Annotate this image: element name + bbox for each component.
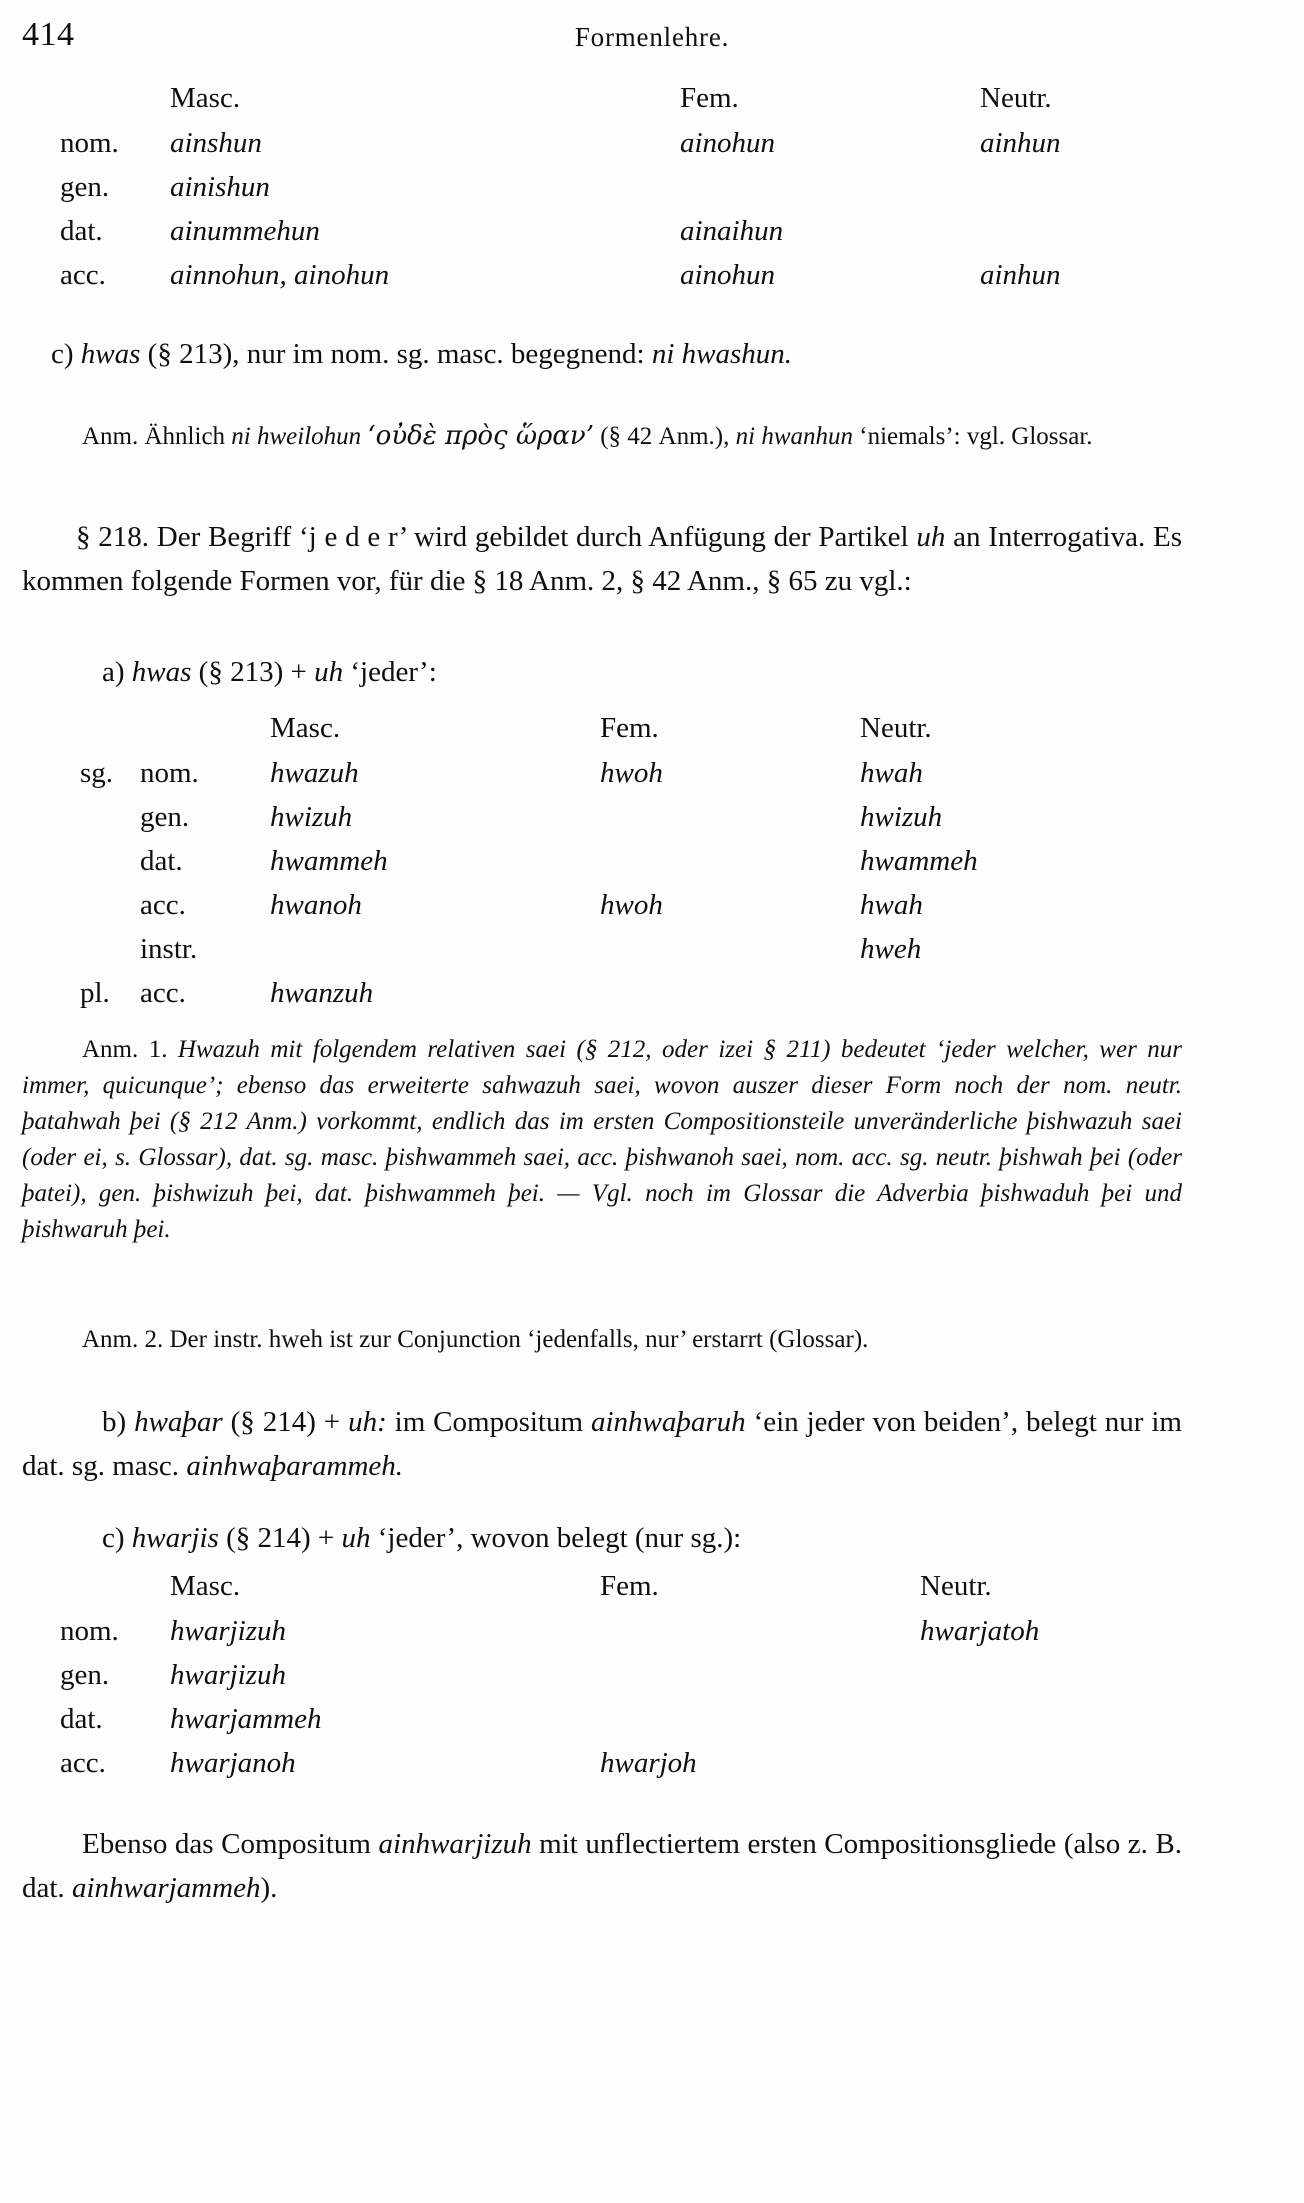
table-header-row <box>80 712 1100 757</box>
term-ainhwatharuh: ainhwaþaruh <box>590 1406 746 1438</box>
note-label: Anm. 1. <box>82 1036 168 1063</box>
number-label <box>80 845 140 889</box>
text-run: (§ 214) <box>218 1522 318 1554</box>
case-label: nom. <box>140 757 199 789</box>
form-neutr: hweh <box>860 933 922 965</box>
greek-quote: ‘οὐδὲ πρὸς ὥραν’ <box>367 421 594 451</box>
text-run: (§ 42 Anm.), <box>593 423 736 450</box>
label-a: a) <box>102 656 132 688</box>
number-label <box>80 801 140 845</box>
text-run: (§ 213), nur im nom. sg. masc. begegnend: <box>140 338 652 370</box>
plus-sign: + <box>323 1406 341 1438</box>
table-row <box>60 215 1180 259</box>
table-header-row <box>60 1570 1160 1615</box>
form-masc: hwanoh <box>270 889 362 921</box>
paragraph-c-hwas <box>22 332 1182 376</box>
term-ni-hweilohun: ni hweilohun <box>231 423 362 450</box>
number-label: pl. <box>80 977 110 1009</box>
form-fem <box>680 171 980 215</box>
form-masc: ainishun <box>170 171 270 203</box>
note-body: Hwazuh mit folgendem relativen saei (§ 212, oder izei § 211) bedeutet ‘jeder welcher, wer nur immer, quicunque’; ebenso das erweiterte sahwazuh saei, wovon auszer dieser Form noch der nom. neutr. þatahwah þei (§ 212 Anm.) vorkommt, endlich das im ersten Compositionsteile unveränderliche þishwazuh saei (oder ei, s. Glossar), dat. sg. masc. þishwammeh saei, acc. þishwanoh saei, nom. acc. sg. neutr. þishwah þei (oder þatei), gen. þishwizuh þei, dat. þishwammeh þei. — Vgl. noch im Glossar die Adverbia þishwaduh þei und þishwaruh þei. <box>22 1036 1182 1243</box>
form-fem <box>600 933 860 977</box>
form-neutr <box>980 171 1180 215</box>
case-label: acc. <box>60 259 106 291</box>
case-label: acc. <box>140 977 186 1009</box>
form-fem: ainohun <box>680 127 776 159</box>
text-run: Ebenso das Compositum <box>82 1828 379 1860</box>
term-hwarjis: hwarjis <box>131 1522 219 1554</box>
form-neutr <box>860 977 1100 1021</box>
form-masc: hwarjizuh <box>170 1615 287 1647</box>
form-masc: hwarjizuh <box>170 1659 287 1691</box>
col-head-neutr: Neutr. <box>980 82 1052 114</box>
col-head-blank <box>60 82 170 127</box>
number-label: sg. <box>80 757 114 789</box>
term-uh: uh <box>916 521 946 553</box>
declension-table-ainshun <box>60 82 1180 303</box>
table-row <box>60 1747 1160 1791</box>
col-head-masc: Masc. <box>170 1570 241 1602</box>
col-head-fem: Fem. <box>600 712 659 744</box>
term-uh: uh <box>334 1522 371 1554</box>
paragraph-a-hwas-uh <box>22 650 1182 694</box>
form-fem: hwarjoh <box>600 1747 697 1779</box>
text-run: im Compositum <box>386 1406 591 1438</box>
term-hwas: hwas <box>131 656 192 688</box>
form-masc: ainshun <box>170 127 262 159</box>
table-row <box>80 801 1100 845</box>
form-fem <box>600 977 860 1021</box>
text-run: Der Begriff ‘j e d e r’ wird gebildet durch Anfügung der Partikel <box>149 521 917 553</box>
paragraph-c-hwarjis-uh <box>22 1516 1182 1560</box>
label-c2: c) <box>102 1522 132 1554</box>
form-fem <box>600 1659 920 1703</box>
form-neutr: hwizuh <box>860 801 943 833</box>
form-neutr: hwammeh <box>860 845 978 877</box>
form-neutr <box>920 1659 1160 1703</box>
form-neutr: hwah <box>860 757 923 789</box>
text-run: ‘jeder’, wovon belegt (nur sg.): <box>370 1522 742 1554</box>
table-row <box>60 1615 1160 1659</box>
form-fem: hwoh <box>600 757 663 789</box>
label-c: c) <box>51 338 81 370</box>
paragraph-final <box>22 1822 1182 1910</box>
declension-table-hwarjizuh <box>60 1570 1160 1791</box>
form-masc: ainummehun <box>170 215 320 247</box>
table-row <box>80 933 1100 977</box>
form-fem: hwoh <box>600 889 663 921</box>
table-header-row <box>60 82 1180 127</box>
paragraph-b-hwathar-uh <box>22 1400 1182 1488</box>
section-number: § 218. <box>76 521 150 553</box>
form-fem: ainohun <box>680 259 776 291</box>
text-run: ‘ein jeder von beiden’, belegt nur im dat. sg. masc. <box>22 1406 1182 1482</box>
form-masc: hwanzuh <box>270 977 374 1009</box>
col-head-fem: Fem. <box>600 1570 659 1602</box>
term-ainhwatharammeh: ainhwaþarammeh. <box>186 1450 404 1482</box>
form-neutr: hwah <box>860 889 923 921</box>
plus-sign: + <box>317 1522 335 1554</box>
term-ni-hwanhun: ni hwanhun <box>735 423 853 450</box>
form-neutr: hwarjatoh <box>920 1615 1040 1647</box>
text-run: an Interrogativa. Es kommen folgende Formen vor, für die § 18 Anm. 2, § 42 Anm., § 65 zu vgl.: <box>22 521 1182 597</box>
term-ainhwarjizuh: ainhwarjizuh <box>378 1828 532 1860</box>
term-ni-hwashun: ni hwashun. <box>651 338 793 370</box>
table-row <box>80 977 1100 1021</box>
case-label: instr. <box>140 933 198 965</box>
form-masc: ainnohun, ainohun <box>170 259 390 291</box>
plus-sign: + <box>290 656 307 688</box>
table-row <box>80 889 1100 933</box>
form-masc: hwazuh <box>270 757 359 789</box>
text-run: ‘niemals’: vgl. Glossar. <box>853 423 1093 450</box>
term-uh: uh <box>314 656 344 688</box>
table-row <box>60 259 1180 303</box>
form-neutr <box>980 215 1180 259</box>
running-title: Formenlehre. <box>574 22 730 52</box>
form-fem <box>600 801 860 845</box>
case-label: dat. <box>60 1703 103 1735</box>
term-uh: uh: <box>340 1406 387 1438</box>
declension-table-hwazuh <box>80 712 1100 1021</box>
col-head-masc: Masc. <box>270 712 341 744</box>
number-label <box>80 889 140 933</box>
form-neutr: ainhun <box>980 127 1061 159</box>
note-body: Der instr. hweh ist zur Conjunction ‘jedenfalls, nur’ erstarrt (Glossar). <box>163 1326 869 1353</box>
text-run: mit unflectiertem ersten Compositionsgliede (also z. B. dat. <box>22 1828 1182 1904</box>
col-head-neutr: Neutr. <box>860 712 932 744</box>
case-label: gen. <box>140 801 190 833</box>
case-label: gen. <box>60 171 110 203</box>
form-fem <box>600 845 860 889</box>
form-fem <box>600 1703 920 1747</box>
table-row <box>60 171 1180 215</box>
form-neutr <box>920 1747 1160 1791</box>
term-hwathar: hwaþar <box>134 1406 223 1438</box>
table-row <box>80 845 1100 889</box>
term-hwas: hwas <box>80 338 141 370</box>
text-run: Ähnlich <box>138 423 232 450</box>
form-neutr: ainhun <box>980 259 1061 291</box>
note-anm-1 <box>22 1032 1182 1248</box>
note-anm-2 <box>22 1322 1182 1358</box>
form-fem <box>600 1615 920 1659</box>
col-head-fem: Fem. <box>680 82 739 114</box>
form-masc: hwarjanoh <box>170 1747 296 1779</box>
term-ainhwarjammeh: ainhwarjammeh <box>71 1872 261 1904</box>
case-label: nom. <box>60 127 119 159</box>
col-head-neutr: Neutr. <box>920 1570 992 1602</box>
col-head-masc: Masc. <box>170 82 241 114</box>
note-aehnlich <box>22 418 1182 455</box>
paragraph-218 <box>22 515 1182 603</box>
form-masc <box>270 933 600 977</box>
col-head-blank <box>80 712 140 757</box>
form-fem: ainaihun <box>680 215 784 247</box>
form-masc: hwammeh <box>270 845 388 877</box>
form-masc: hwarjammeh <box>170 1703 322 1735</box>
case-label: gen. <box>60 1659 110 1691</box>
text-run: ). <box>260 1872 278 1904</box>
col-head-blank <box>60 1570 170 1615</box>
case-label: nom. <box>60 1615 119 1647</box>
case-label: dat. <box>140 845 183 877</box>
text-run: (§ 214) <box>222 1406 324 1438</box>
table-row <box>80 757 1100 801</box>
page-header <box>0 16 1304 60</box>
text-run: ‘jeder’: <box>343 656 437 688</box>
table-row <box>60 1659 1160 1703</box>
form-masc: hwizuh <box>270 801 353 833</box>
page-number: 414 <box>22 16 75 53</box>
table-row <box>60 1703 1160 1747</box>
case-label: dat. <box>60 215 103 247</box>
note-label: Anm. <box>82 423 139 450</box>
case-label: acc. <box>140 889 186 921</box>
number-label <box>80 933 140 977</box>
text-run: (§ 213) <box>191 656 291 688</box>
form-neutr <box>920 1703 1160 1747</box>
col-head-case <box>140 712 270 757</box>
note-label: Anm. 2. <box>82 1326 164 1353</box>
case-label: acc. <box>60 1747 106 1779</box>
label-b: b) <box>102 1406 135 1438</box>
table-row <box>60 127 1180 171</box>
